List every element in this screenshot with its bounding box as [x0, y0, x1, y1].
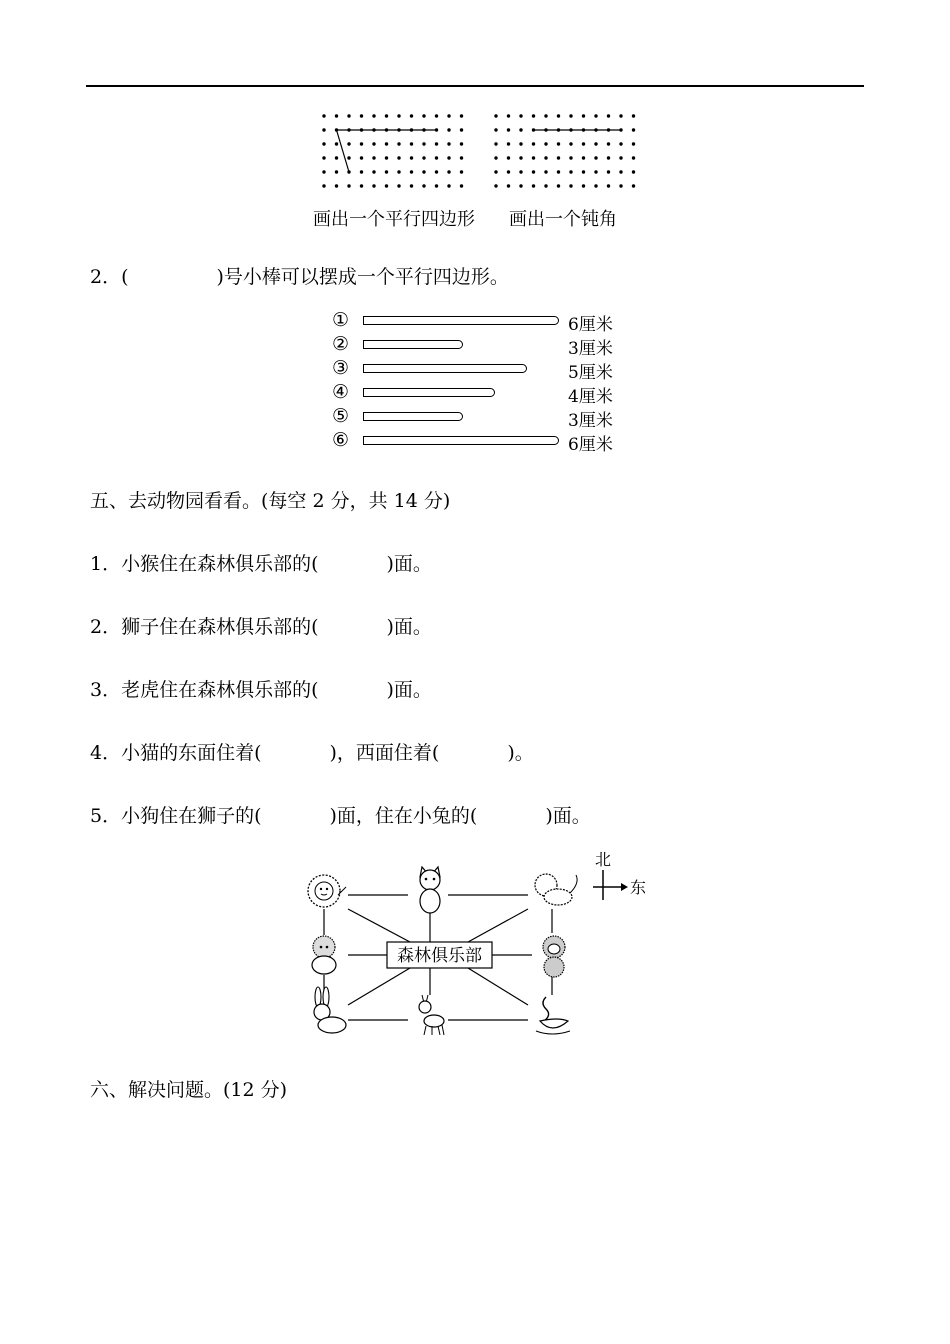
caption-parallelogram: 画出一个平行四边形 — [313, 209, 475, 230]
q5-4-text-c: )。 — [507, 742, 534, 764]
lion-icon — [308, 875, 346, 907]
grid-dot[interactable] — [594, 184, 597, 187]
q5-5-text-a: 5．小狗住在狮子的( — [90, 805, 262, 827]
grid-dot[interactable] — [410, 142, 413, 145]
grid-dot[interactable] — [519, 128, 522, 131]
grid-dot[interactable] — [594, 142, 597, 145]
grid-dot[interactable] — [619, 156, 622, 159]
grid-dot[interactable] — [507, 142, 510, 145]
grid-dot[interactable] — [347, 142, 350, 145]
grid-dot[interactable] — [322, 156, 325, 159]
grid-dot[interactable] — [372, 184, 375, 187]
grid-dot[interactable] — [607, 170, 610, 173]
dog-icon — [312, 936, 336, 974]
grid-dot[interactable] — [460, 128, 463, 131]
grid-dot[interactable] — [360, 170, 363, 173]
compass-east-label: 东 — [629, 878, 647, 897]
club-label: 森林俱乐部 — [397, 946, 482, 966]
grid-dot[interactable] — [632, 128, 635, 131]
grid-dot[interactable] — [435, 156, 438, 159]
grid-dot[interactable] — [372, 142, 375, 145]
grid-dot[interactable] — [619, 170, 622, 173]
grid-dot[interactable] — [532, 142, 535, 145]
grid-dot[interactable] — [519, 156, 522, 159]
grid-dot[interactable] — [372, 170, 375, 173]
stick-row — [330, 429, 630, 455]
grid-dot[interactable] — [322, 128, 325, 131]
grid-dot[interactable] — [582, 114, 585, 117]
grid-dot[interactable] — [607, 156, 610, 159]
stick-length-label: 3厘米 — [568, 339, 613, 359]
grid-dot[interactable] — [557, 170, 560, 173]
grid-dot[interactable] — [569, 114, 572, 117]
q5-5-text-c: )面。 — [545, 805, 591, 827]
grid-dot[interactable] — [322, 184, 325, 187]
zoo-map — [300, 845, 650, 1040]
grid-dot[interactable] — [632, 184, 635, 187]
grid-dot[interactable] — [594, 156, 597, 159]
stick-bar — [363, 316, 559, 325]
grid-dot[interactable] — [360, 184, 363, 187]
stick-number: ④ — [332, 381, 350, 403]
grid-dot[interactable] — [519, 170, 522, 173]
grid-dot[interactable] — [435, 142, 438, 145]
grid-dot[interactable] — [632, 156, 635, 159]
sticks-figure — [330, 310, 630, 455]
q5-2-text-b: )面。 — [386, 616, 432, 638]
q5-4-text-b: )，西面住着( — [329, 742, 440, 764]
grid-dot[interactable] — [507, 114, 510, 117]
stick-bar — [363, 340, 463, 349]
grid-dot[interactable] — [335, 184, 338, 187]
q5-1-text-b: )面。 — [386, 553, 432, 575]
grid-dot[interactable] — [410, 184, 413, 187]
question-5-5 — [90, 801, 591, 828]
grid-dot[interactable] — [447, 184, 450, 187]
grid-dot[interactable] — [507, 156, 510, 159]
grid-dot[interactable] — [422, 142, 425, 145]
grid-dot[interactable] — [532, 170, 535, 173]
grid-dot[interactable] — [360, 156, 363, 159]
grid-dot[interactable] — [544, 170, 547, 173]
grid-dot[interactable] — [544, 114, 547, 117]
swan-icon — [536, 997, 570, 1034]
grid-dot[interactable] — [494, 170, 497, 173]
grid-dot[interactable] — [335, 142, 338, 145]
stick-number: ① — [332, 309, 350, 331]
question-5-2 — [90, 612, 432, 639]
grid-dot[interactable] — [569, 156, 572, 159]
grid-dot[interactable] — [435, 184, 438, 187]
rabbit-icon — [314, 987, 346, 1033]
grid-dot[interactable] — [360, 142, 363, 145]
stick-row — [330, 333, 630, 359]
grid-dot[interactable] — [385, 114, 388, 117]
grid-dot[interactable] — [569, 142, 572, 145]
grid-dot[interactable] — [385, 184, 388, 187]
grid-dot[interactable] — [632, 170, 635, 173]
grid-dot[interactable] — [519, 184, 522, 187]
grid-dot[interactable] — [632, 142, 635, 145]
grid-dot[interactable] — [460, 156, 463, 159]
grid-dot[interactable] — [607, 184, 610, 187]
grid-dot[interactable] — [557, 184, 560, 187]
grid-dot[interactable] — [557, 114, 560, 117]
grid-dot[interactable] — [385, 170, 388, 173]
grid-dot[interactable] — [582, 184, 585, 187]
grid-dot[interactable] — [494, 156, 497, 159]
grid-dot[interactable] — [507, 128, 510, 131]
grid-dot[interactable] — [507, 170, 510, 173]
grid-dot[interactable] — [372, 114, 375, 117]
grid-dot[interactable] — [410, 156, 413, 159]
grid-dot[interactable] — [494, 142, 497, 145]
grid-dot[interactable] — [335, 156, 338, 159]
stick-length-label: 3厘米 — [568, 411, 613, 431]
cat-icon — [420, 867, 440, 913]
grid-dot[interactable] — [532, 156, 535, 159]
grid-dot[interactable] — [397, 184, 400, 187]
grid-dot[interactable] — [607, 142, 610, 145]
grid-dot[interactable] — [322, 114, 325, 117]
grid-dot[interactable] — [544, 184, 547, 187]
stick-length-label: 6厘米 — [568, 315, 613, 335]
stick-row — [330, 357, 630, 383]
dot-grid-obtuse-angle[interactable] — [490, 112, 642, 194]
grid-dot[interactable] — [494, 128, 497, 131]
grid-dot[interactable] — [447, 128, 450, 131]
grid-dot[interactable] — [397, 156, 400, 159]
stick-length-label: 4厘米 — [568, 387, 613, 407]
grid-dot[interactable] — [460, 170, 463, 173]
stick-length-label: 6厘米 — [568, 435, 613, 455]
grid-dot[interactable] — [507, 184, 510, 187]
grid-dot[interactable] — [632, 114, 635, 117]
grid-dot[interactable] — [607, 114, 610, 117]
grid-dot[interactable] — [335, 170, 338, 173]
grid-dot[interactable] — [594, 170, 597, 173]
grid-dot[interactable] — [447, 142, 450, 145]
grid-dot[interactable] — [435, 170, 438, 173]
q5-3-text-b: )面。 — [386, 679, 432, 701]
q5-5-text-b: )面，住在小兔的( — [329, 805, 478, 827]
tiger-icon — [535, 874, 577, 905]
grid-dot[interactable] — [335, 114, 338, 117]
grid-dot[interactable] — [582, 156, 585, 159]
stick-row — [330, 405, 630, 431]
parallelogram-side-edge — [337, 130, 350, 172]
grid-dot[interactable] — [422, 114, 425, 117]
stick-number: ⑥ — [332, 429, 350, 451]
grid-dot[interactable] — [322, 142, 325, 145]
stick-number: ③ — [332, 357, 350, 379]
grid-dot[interactable] — [385, 156, 388, 159]
grid-dot[interactable] — [422, 184, 425, 187]
grid-dot[interactable] — [347, 184, 350, 187]
compass-north-label: 北 — [594, 850, 612, 869]
grid-dot[interactable] — [582, 142, 585, 145]
monkey-icon — [543, 936, 565, 977]
grid-dot[interactable] — [397, 170, 400, 173]
q5-3-text-a: 3．老虎住在森林俱乐部的( — [90, 679, 319, 701]
section-5-title: 五、去动物园看看。(每空 2 分，共 14 分) — [90, 490, 451, 512]
question-2-suffix: )号小棒可以摆成一个平行四边形。 — [216, 266, 509, 288]
q5-1-text-a: 1．小猴住在森林俱乐部的( — [90, 553, 319, 575]
q5-4-text-a: 4．小猫的东面住着( — [90, 742, 262, 764]
grid-dot[interactable] — [569, 184, 572, 187]
grid-dot[interactable] — [397, 114, 400, 117]
grid-dot[interactable] — [619, 114, 622, 117]
grid-dot[interactable] — [569, 170, 572, 173]
grid-dot[interactable] — [532, 184, 535, 187]
grid-dot[interactable] — [557, 142, 560, 145]
grid-dot[interactable] — [532, 114, 535, 117]
grid-dot[interactable] — [557, 156, 560, 159]
grid-dot[interactable] — [422, 170, 425, 173]
grid-dot[interactable] — [494, 114, 497, 117]
grid-dot[interactable] — [372, 156, 375, 159]
grid-dot[interactable] — [460, 114, 463, 117]
grid-dot[interactable] — [544, 156, 547, 159]
stick-row — [330, 381, 630, 407]
grid-dot[interactable] — [582, 170, 585, 173]
grid-dot[interactable] — [519, 114, 522, 117]
section-6-title: 六、解决问题。(12 分) — [90, 1079, 288, 1101]
grid-dot[interactable] — [347, 114, 350, 117]
grid-dot[interactable] — [619, 142, 622, 145]
grid-dot[interactable] — [397, 142, 400, 145]
stick-bar — [363, 388, 495, 397]
grid-dot[interactable] — [347, 156, 350, 159]
stick-bar — [363, 412, 463, 421]
grid-dot[interactable] — [519, 142, 522, 145]
stick-bar — [363, 436, 559, 445]
grid-dot[interactable] — [447, 114, 450, 117]
grid-dot[interactable] — [447, 156, 450, 159]
grid-dot[interactable] — [447, 170, 450, 173]
grid-dot[interactable] — [544, 142, 547, 145]
compass-icon — [593, 870, 628, 900]
question-5-1 — [90, 549, 432, 576]
question-2-prefix: 2．( — [90, 266, 129, 288]
grid-dot[interactable] — [410, 114, 413, 117]
stick-length-label: 5厘米 — [568, 363, 613, 383]
deer-icon — [419, 995, 444, 1035]
caption-obtuse-angle: 画出一个钝角 — [509, 209, 617, 230]
header-rule — [86, 85, 864, 87]
grid-dot[interactable] — [322, 170, 325, 173]
grid-dot[interactable] — [410, 170, 413, 173]
grid-dot[interactable] — [494, 184, 497, 187]
dot-grid-parallelogram[interactable] — [318, 112, 470, 194]
grid-dot[interactable] — [460, 142, 463, 145]
question-5-4 — [90, 738, 534, 765]
grid-dot[interactable] — [360, 114, 363, 117]
question-2 — [90, 262, 509, 289]
stick-number: ② — [332, 333, 350, 355]
grid-dot[interactable] — [422, 156, 425, 159]
grid-dot[interactable] — [385, 142, 388, 145]
stick-bar — [363, 364, 527, 373]
grid-dot[interactable] — [619, 184, 622, 187]
grid-dot[interactable] — [594, 114, 597, 117]
stick-row — [330, 309, 630, 335]
stick-number: ⑤ — [332, 405, 350, 427]
grid-dot[interactable] — [460, 184, 463, 187]
question-5-3 — [90, 675, 432, 702]
grid-dot[interactable] — [435, 114, 438, 117]
q5-2-text-a: 2．狮子住在森林俱乐部的( — [90, 616, 319, 638]
